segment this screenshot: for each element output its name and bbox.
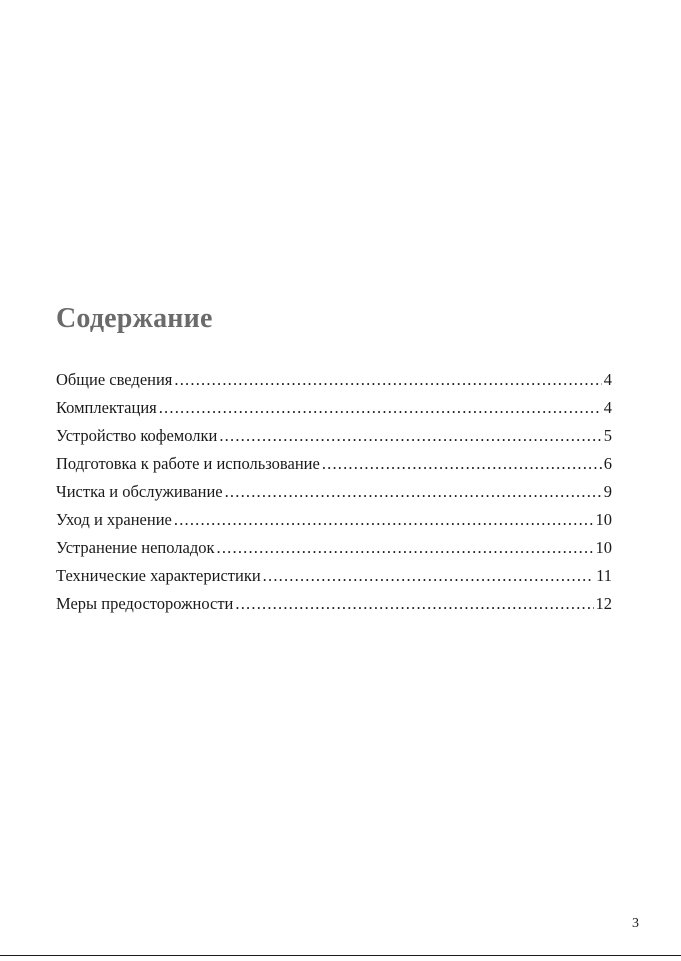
toc-entry-page: 4 bbox=[603, 398, 612, 417]
dot-leader bbox=[235, 590, 593, 618]
toc-entry-troubleshooting[interactable] bbox=[56, 534, 612, 562]
dot-leader bbox=[217, 534, 594, 562]
toc-entry-label: Технические характеристики bbox=[56, 566, 261, 585]
toc-entry-general-info[interactable] bbox=[56, 366, 612, 394]
toc-entry-preparation-and-use[interactable] bbox=[56, 450, 612, 478]
toc-entry-label: Общие сведения bbox=[56, 370, 173, 389]
bottom-divider bbox=[0, 955, 681, 956]
dot-leader bbox=[159, 394, 602, 422]
dot-leader bbox=[225, 478, 602, 506]
toc-entry-page: 10 bbox=[595, 510, 612, 529]
toc-entry-page: 9 bbox=[603, 482, 612, 501]
toc-entry-safety-precautions[interactable] bbox=[56, 590, 612, 618]
toc-entry-specifications[interactable] bbox=[56, 562, 612, 590]
toc-entry-page: 6 bbox=[603, 454, 612, 473]
toc-entry-grinder-design[interactable] bbox=[56, 422, 612, 450]
toc-entry-page: 11 bbox=[596, 566, 612, 585]
toc-entry-page: 4 bbox=[603, 370, 612, 389]
dot-leader bbox=[219, 422, 601, 450]
page-number: 3 bbox=[632, 916, 639, 931]
toc-entry-cleaning-and-maintenance[interactable] bbox=[56, 478, 612, 506]
toc-entry-label: Уход и хранение bbox=[56, 510, 172, 529]
toc-entry-label: Устранение неполадок bbox=[56, 538, 215, 557]
toc-entry-page: 12 bbox=[595, 594, 612, 613]
dot-leader bbox=[263, 562, 594, 590]
page-title: Содержание bbox=[56, 303, 213, 334]
dot-leader bbox=[174, 506, 594, 534]
toc-entry-label: Меры предосторожности bbox=[56, 594, 234, 613]
toc-entry-label: Подготовка к работе и использование bbox=[56, 454, 320, 473]
table-of-contents bbox=[56, 366, 612, 618]
dot-leader bbox=[174, 366, 601, 394]
toc-entry-label: Чистка и обслуживание bbox=[56, 482, 223, 501]
toc-entry-package-contents[interactable] bbox=[56, 394, 612, 422]
dot-leader bbox=[322, 450, 602, 478]
toc-entry-care-and-storage[interactable] bbox=[56, 506, 612, 534]
toc-entry-page: 5 bbox=[603, 426, 612, 445]
toc-entry-label: Комплектация bbox=[56, 398, 157, 417]
toc-entry-page: 10 bbox=[595, 538, 612, 557]
toc-entry-label: Устройство кофемолки bbox=[56, 426, 218, 445]
